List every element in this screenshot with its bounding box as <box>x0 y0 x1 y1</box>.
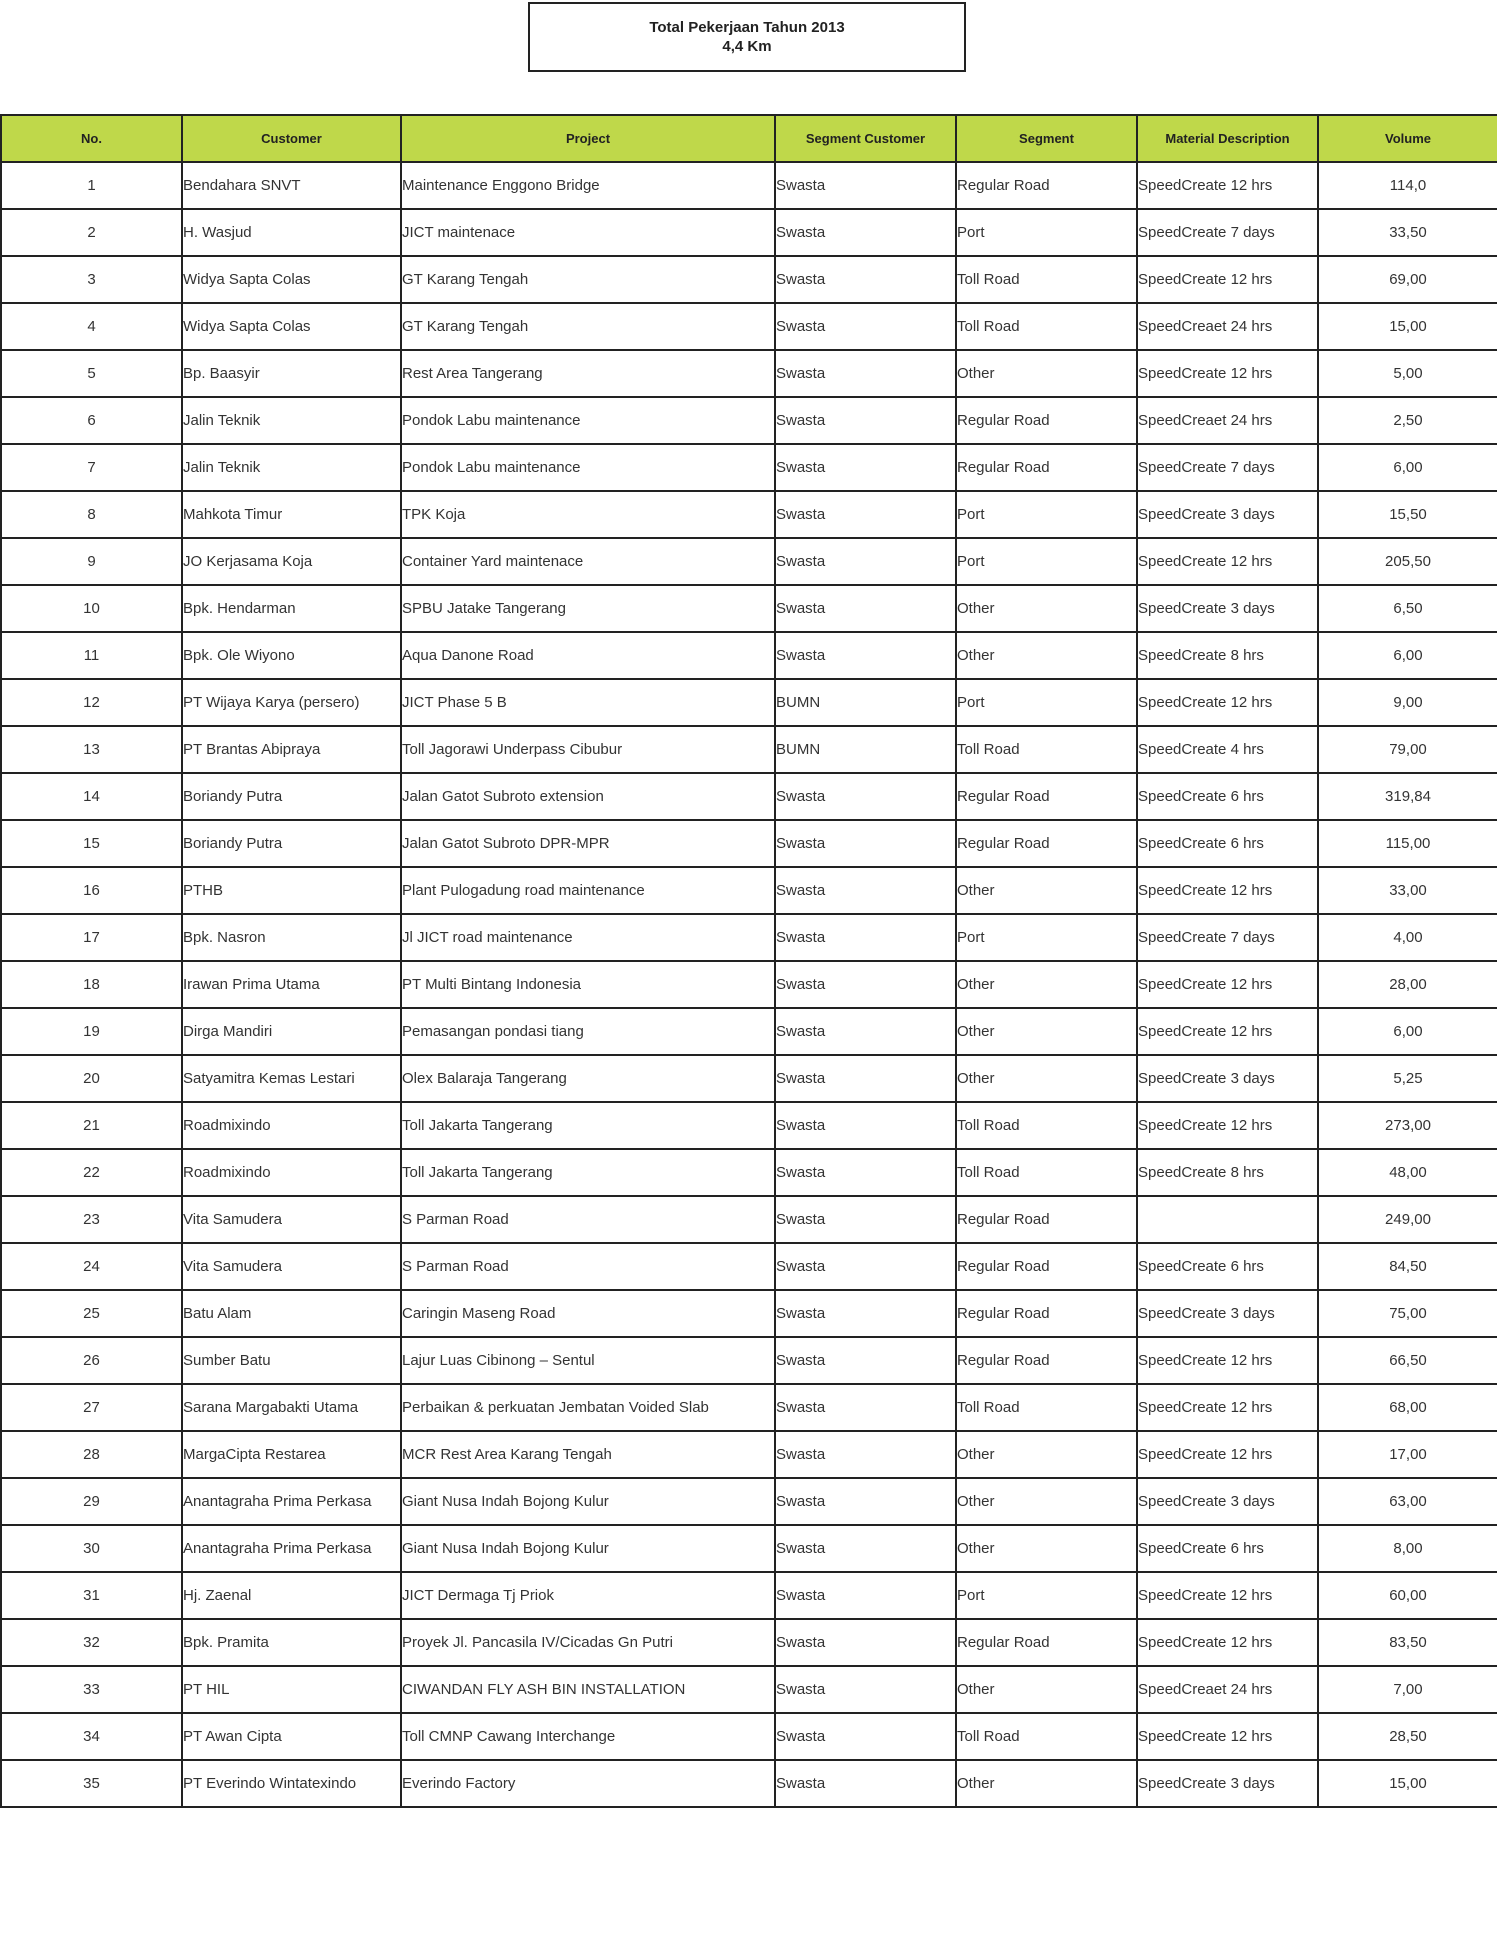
cell-project: Proyek Jl. Pancasila IV/Cicadas Gn Putri <box>401 1619 775 1666</box>
cell-no: 31 <box>1 1572 182 1619</box>
table-body <box>1 162 1497 1807</box>
table-row <box>1 1149 1497 1196</box>
cell-segment-customer: Swasta <box>775 1196 956 1243</box>
cell-segment: Toll Road <box>956 256 1137 303</box>
cell-material-description: SpeedCreate 12 hrs <box>1137 1619 1318 1666</box>
cell-project: Jalan Gatot Subroto DPR-MPR <box>401 820 775 867</box>
cell-customer: PT Wijaya Karya (persero) <box>182 679 401 726</box>
table-row <box>1 350 1497 397</box>
cell-customer: Roadmixindo <box>182 1102 401 1149</box>
cell-no: 35 <box>1 1760 182 1807</box>
cell-material-description: SpeedCreate 4 hrs <box>1137 726 1318 773</box>
cell-segment: Other <box>956 350 1137 397</box>
cell-customer: Vita Samudera <box>182 1196 401 1243</box>
cell-segment-customer: Swasta <box>775 397 956 444</box>
cell-material-description: SpeedCreate 12 hrs <box>1137 1713 1318 1760</box>
cell-segment: Regular Road <box>956 1619 1137 1666</box>
cell-no: 4 <box>1 303 182 350</box>
cell-segment: Toll Road <box>956 1384 1137 1431</box>
cell-material-description: SpeedCreate 12 hrs <box>1137 350 1318 397</box>
cell-segment: Other <box>956 961 1137 1008</box>
cell-material-description: SpeedCreate 8 hrs <box>1137 632 1318 679</box>
cell-customer: Anantagraha Prima Perkasa <box>182 1478 401 1525</box>
cell-material-description: SpeedCreate 12 hrs <box>1137 1337 1318 1384</box>
table-row <box>1 632 1497 679</box>
cell-segment: Regular Road <box>956 820 1137 867</box>
cell-segment-customer: Swasta <box>775 1008 956 1055</box>
cell-customer: Anantagraha Prima Perkasa <box>182 1525 401 1572</box>
table-row <box>1 491 1497 538</box>
cell-volume: 249,00 <box>1318 1196 1497 1243</box>
cell-project: Toll Jakarta Tangerang <box>401 1149 775 1196</box>
cell-material-description: SpeedCreate 12 hrs <box>1137 867 1318 914</box>
cell-segment-customer: Swasta <box>775 1102 956 1149</box>
cell-segment-customer: Swasta <box>775 350 956 397</box>
cell-segment-customer: Swasta <box>775 1149 956 1196</box>
cell-project: Olex Balaraja Tangerang <box>401 1055 775 1102</box>
column-header-no: No. <box>1 115 182 162</box>
cell-material-description: SpeedCreate 12 hrs <box>1137 1431 1318 1478</box>
cell-segment-customer: Swasta <box>775 491 956 538</box>
cell-customer: Hj. Zaenal <box>182 1572 401 1619</box>
table-row <box>1 303 1497 350</box>
cell-volume: 15,00 <box>1318 1760 1497 1807</box>
cell-no: 8 <box>1 491 182 538</box>
cell-customer: Widya Sapta Colas <box>182 303 401 350</box>
cell-segment: Toll Road <box>956 1149 1137 1196</box>
cell-customer: Sumber Batu <box>182 1337 401 1384</box>
cell-customer: PT Brantas Abipraya <box>182 726 401 773</box>
cell-no: 3 <box>1 256 182 303</box>
cell-segment-customer: Swasta <box>775 1713 956 1760</box>
cell-no: 33 <box>1 1666 182 1713</box>
cell-segment-customer: BUMN <box>775 679 956 726</box>
table-row <box>1 820 1497 867</box>
cell-volume: 28,00 <box>1318 961 1497 1008</box>
cell-project: Lajur Luas Cibinong – Sentul <box>401 1337 775 1384</box>
cell-no: 16 <box>1 867 182 914</box>
cell-segment-customer: Swasta <box>775 538 956 585</box>
cell-material-description: SpeedCreate 7 days <box>1137 209 1318 256</box>
table-row <box>1 1102 1497 1149</box>
table-row <box>1 1008 1497 1055</box>
cell-project: Rest Area Tangerang <box>401 350 775 397</box>
table-row <box>1 726 1497 773</box>
cell-segment-customer: Swasta <box>775 1290 956 1337</box>
table-row <box>1 914 1497 961</box>
cell-volume: 6,00 <box>1318 632 1497 679</box>
cell-material-description: SpeedCreate 3 days <box>1137 1055 1318 1102</box>
table-header-row <box>1 115 1497 162</box>
cell-project: Maintenance Enggono Bridge <box>401 162 775 209</box>
cell-segment-customer: Swasta <box>775 1337 956 1384</box>
cell-segment-customer: Swasta <box>775 1055 956 1102</box>
cell-segment-customer: BUMN <box>775 726 956 773</box>
cell-volume: 28,50 <box>1318 1713 1497 1760</box>
cell-segment-customer: Swasta <box>775 1760 956 1807</box>
cell-volume: 33,00 <box>1318 867 1497 914</box>
cell-no: 9 <box>1 538 182 585</box>
cell-volume: 15,50 <box>1318 491 1497 538</box>
cell-no: 12 <box>1 679 182 726</box>
cell-material-description: SpeedCreaet 24 hrs <box>1137 303 1318 350</box>
cell-segment: Other <box>956 1666 1137 1713</box>
cell-no: 13 <box>1 726 182 773</box>
cell-material-description: SpeedCreate 6 hrs <box>1137 773 1318 820</box>
cell-customer: H. Wasjud <box>182 209 401 256</box>
cell-project: JICT Dermaga Tj Priok <box>401 1572 775 1619</box>
cell-material-description <box>1137 1196 1318 1243</box>
cell-segment-customer: Swasta <box>775 162 956 209</box>
cell-project: Giant Nusa Indah Bojong Kulur <box>401 1525 775 1572</box>
cell-customer: Bpk. Ole Wiyono <box>182 632 401 679</box>
cell-project: CIWANDAN FLY ASH BIN INSTALLATION <box>401 1666 775 1713</box>
cell-customer: Bendahara SNVT <box>182 162 401 209</box>
cell-customer: Mahkota Timur <box>182 491 401 538</box>
cell-material-description: SpeedCreate 12 hrs <box>1137 1102 1318 1149</box>
cell-no: 25 <box>1 1290 182 1337</box>
cell-volume: 6,50 <box>1318 585 1497 632</box>
cell-customer: PT Everindo Wintatexindo <box>182 1760 401 1807</box>
cell-material-description: SpeedCreate 6 hrs <box>1137 820 1318 867</box>
cell-customer: Irawan Prima Utama <box>182 961 401 1008</box>
cell-volume: 60,00 <box>1318 1572 1497 1619</box>
cell-project: Container Yard maintenace <box>401 538 775 585</box>
cell-material-description: SpeedCreate 8 hrs <box>1137 1149 1318 1196</box>
cell-customer: Satyamitra Kemas Lestari <box>182 1055 401 1102</box>
cell-customer: PT Awan Cipta <box>182 1713 401 1760</box>
cell-segment-customer: Swasta <box>775 444 956 491</box>
cell-no: 18 <box>1 961 182 1008</box>
cell-segment: Other <box>956 632 1137 679</box>
cell-no: 26 <box>1 1337 182 1384</box>
title-box <box>528 2 966 72</box>
table-row <box>1 1572 1497 1619</box>
cell-customer: Sarana Margabakti Utama <box>182 1384 401 1431</box>
cell-segment-customer: Swasta <box>775 303 956 350</box>
cell-project: GT Karang Tengah <box>401 303 775 350</box>
cell-project: Giant Nusa Indah Bojong Kulur <box>401 1478 775 1525</box>
cell-material-description: SpeedCreate 12 hrs <box>1137 538 1318 585</box>
cell-segment: Port <box>956 209 1137 256</box>
cell-no: 20 <box>1 1055 182 1102</box>
table-row <box>1 1619 1497 1666</box>
table-row <box>1 209 1497 256</box>
cell-segment-customer: Swasta <box>775 914 956 961</box>
cell-customer: Jalin Teknik <box>182 397 401 444</box>
cell-volume: 83,50 <box>1318 1619 1497 1666</box>
cell-no: 15 <box>1 820 182 867</box>
cell-material-description: SpeedCreate 7 days <box>1137 444 1318 491</box>
cell-material-description: SpeedCreate 12 hrs <box>1137 679 1318 726</box>
cell-segment: Other <box>956 867 1137 914</box>
cell-material-description: SpeedCreaet 24 hrs <box>1137 1666 1318 1713</box>
table-row <box>1 1760 1497 1807</box>
cell-no: 27 <box>1 1384 182 1431</box>
cell-segment: Other <box>956 585 1137 632</box>
cell-segment: Other <box>956 1525 1137 1572</box>
cell-project: Toll Jagorawi Underpass Cibubur <box>401 726 775 773</box>
cell-segment-customer: Swasta <box>775 1384 956 1431</box>
cell-project: Toll CMNP Cawang Interchange <box>401 1713 775 1760</box>
table-row <box>1 162 1497 209</box>
cell-volume: 17,00 <box>1318 1431 1497 1478</box>
column-header-customer: Customer <box>182 115 401 162</box>
cell-no: 30 <box>1 1525 182 1572</box>
cell-material-description: SpeedCreate 6 hrs <box>1137 1243 1318 1290</box>
table-row <box>1 1431 1497 1478</box>
table-row <box>1 1243 1497 1290</box>
cell-volume: 6,00 <box>1318 1008 1497 1055</box>
cell-project: PT Multi Bintang Indonesia <box>401 961 775 1008</box>
cell-segment-customer: Swasta <box>775 632 956 679</box>
cell-segment-customer: Swasta <box>775 961 956 1008</box>
table-row <box>1 1337 1497 1384</box>
cell-volume: 75,00 <box>1318 1290 1497 1337</box>
cell-project: TPK Koja <box>401 491 775 538</box>
column-header-project: Project <box>401 115 775 162</box>
cell-segment: Regular Road <box>956 1243 1137 1290</box>
cell-segment: Other <box>956 1008 1137 1055</box>
cell-no: 7 <box>1 444 182 491</box>
cell-material-description: SpeedCreate 12 hrs <box>1137 961 1318 1008</box>
cell-volume: 33,50 <box>1318 209 1497 256</box>
cell-volume: 273,00 <box>1318 1102 1497 1149</box>
cell-volume: 319,84 <box>1318 773 1497 820</box>
cell-segment: Toll Road <box>956 1102 1137 1149</box>
table-row <box>1 1713 1497 1760</box>
cell-segment: Regular Road <box>956 1196 1137 1243</box>
cell-no: 32 <box>1 1619 182 1666</box>
cell-segment: Other <box>956 1478 1137 1525</box>
cell-customer: Bpk. Nasron <box>182 914 401 961</box>
cell-project: Pemasangan pondasi tiang <box>401 1008 775 1055</box>
cell-segment: Regular Road <box>956 162 1137 209</box>
cell-volume: 63,00 <box>1318 1478 1497 1525</box>
column-header-segment: Segment <box>956 115 1137 162</box>
cell-customer: Vita Samudera <box>182 1243 401 1290</box>
cell-volume: 5,00 <box>1318 350 1497 397</box>
cell-no: 29 <box>1 1478 182 1525</box>
cell-volume: 48,00 <box>1318 1149 1497 1196</box>
cell-customer: Bpk. Hendarman <box>182 585 401 632</box>
table-row <box>1 1478 1497 1525</box>
cell-segment: Regular Road <box>956 1337 1137 1384</box>
cell-volume: 4,00 <box>1318 914 1497 961</box>
column-header-segment-customer: Segment Customer <box>775 115 956 162</box>
cell-no: 2 <box>1 209 182 256</box>
cell-material-description: SpeedCreate 3 days <box>1137 1290 1318 1337</box>
cell-volume: 5,25 <box>1318 1055 1497 1102</box>
cell-material-description: SpeedCreate 12 hrs <box>1137 1572 1318 1619</box>
cell-customer: Jalin Teknik <box>182 444 401 491</box>
cell-project: Aqua Danone Road <box>401 632 775 679</box>
table-row <box>1 961 1497 1008</box>
cell-project: JICT maintenace <box>401 209 775 256</box>
cell-volume: 6,00 <box>1318 444 1497 491</box>
cell-volume: 79,00 <box>1318 726 1497 773</box>
cell-volume: 84,50 <box>1318 1243 1497 1290</box>
table-row <box>1 867 1497 914</box>
cell-project: Jl JICT road maintenance <box>401 914 775 961</box>
cell-project: Pondok Labu maintenance <box>401 444 775 491</box>
page-subtitle: 4,4 Km <box>722 38 772 55</box>
cell-material-description: SpeedCreate 3 days <box>1137 1760 1318 1807</box>
cell-project: Jalan Gatot Subroto extension <box>401 773 775 820</box>
cell-volume: 66,50 <box>1318 1337 1497 1384</box>
cell-no: 1 <box>1 162 182 209</box>
cell-material-description: SpeedCreaet 24 hrs <box>1137 397 1318 444</box>
cell-volume: 9,00 <box>1318 679 1497 726</box>
cell-segment: Regular Road <box>956 444 1137 491</box>
table-row <box>1 585 1497 632</box>
cell-project: Perbaikan & perkuatan Jembatan Voided Slab <box>401 1384 775 1431</box>
cell-segment: Port <box>956 491 1137 538</box>
table-row <box>1 397 1497 444</box>
cell-project: JICT Phase 5 B <box>401 679 775 726</box>
cell-project: Toll Jakarta Tangerang <box>401 1102 775 1149</box>
table-row <box>1 1666 1497 1713</box>
cell-customer: PTHB <box>182 867 401 914</box>
cell-volume: 15,00 <box>1318 303 1497 350</box>
table-row <box>1 1290 1497 1337</box>
cell-customer: Roadmixindo <box>182 1149 401 1196</box>
page-title: Total Pekerjaan Tahun 2013 <box>649 19 845 36</box>
table-row <box>1 679 1497 726</box>
cell-volume: 114,0 <box>1318 162 1497 209</box>
cell-no: 10 <box>1 585 182 632</box>
cell-no: 34 <box>1 1713 182 1760</box>
cell-customer: Boriandy Putra <box>182 820 401 867</box>
cell-volume: 115,00 <box>1318 820 1497 867</box>
cell-no: 22 <box>1 1149 182 1196</box>
table-row <box>1 1196 1497 1243</box>
cell-segment: Regular Road <box>956 397 1137 444</box>
cell-customer: Dirga Mandiri <box>182 1008 401 1055</box>
cell-no: 14 <box>1 773 182 820</box>
cell-material-description: SpeedCreate 3 days <box>1137 1478 1318 1525</box>
cell-project: Plant Pulogadung road maintenance <box>401 867 775 914</box>
cell-no: 6 <box>1 397 182 444</box>
cell-project: S Parman Road <box>401 1243 775 1290</box>
table-row <box>1 1525 1497 1572</box>
cell-no: 11 <box>1 632 182 679</box>
cell-volume: 2,50 <box>1318 397 1497 444</box>
cell-segment: Other <box>956 1760 1137 1807</box>
cell-segment: Toll Road <box>956 303 1137 350</box>
cell-segment-customer: Swasta <box>775 209 956 256</box>
cell-project: Pondok Labu maintenance <box>401 397 775 444</box>
cell-customer: Boriandy Putra <box>182 773 401 820</box>
cell-segment-customer: Swasta <box>775 1478 956 1525</box>
cell-segment: Regular Road <box>956 1290 1137 1337</box>
cell-segment: Port <box>956 538 1137 585</box>
column-header-material-description: Material Description <box>1137 115 1318 162</box>
table-row <box>1 444 1497 491</box>
cell-segment: Other <box>956 1055 1137 1102</box>
cell-volume: 205,50 <box>1318 538 1497 585</box>
cell-segment-customer: Swasta <box>775 256 956 303</box>
cell-no: 23 <box>1 1196 182 1243</box>
cell-volume: 7,00 <box>1318 1666 1497 1713</box>
cell-project: S Parman Road <box>401 1196 775 1243</box>
cell-volume: 8,00 <box>1318 1525 1497 1572</box>
cell-no: 24 <box>1 1243 182 1290</box>
cell-project: GT Karang Tengah <box>401 256 775 303</box>
cell-project: MCR Rest Area Karang Tengah <box>401 1431 775 1478</box>
cell-material-description: SpeedCreate 3 days <box>1137 491 1318 538</box>
column-header-volume: Volume <box>1318 115 1497 162</box>
cell-material-description: SpeedCreate 12 hrs <box>1137 1008 1318 1055</box>
table-row <box>1 256 1497 303</box>
cell-segment-customer: Swasta <box>775 1431 956 1478</box>
table-row <box>1 538 1497 585</box>
cell-project: Everindo Factory <box>401 1760 775 1807</box>
cell-material-description: SpeedCreate 3 days <box>1137 585 1318 632</box>
cell-segment-customer: Swasta <box>775 867 956 914</box>
table-row <box>1 1055 1497 1102</box>
table-row <box>1 773 1497 820</box>
cell-customer: Bp. Baasyir <box>182 350 401 397</box>
cell-material-description: SpeedCreate 12 hrs <box>1137 256 1318 303</box>
cell-material-description: SpeedCreate 12 hrs <box>1137 162 1318 209</box>
cell-segment: Toll Road <box>956 726 1137 773</box>
cell-segment-customer: Swasta <box>775 1666 956 1713</box>
cell-segment-customer: Swasta <box>775 585 956 632</box>
cell-segment: Port <box>956 1572 1137 1619</box>
cell-segment: Port <box>956 914 1137 961</box>
projects-table <box>0 114 1497 1808</box>
table-row <box>1 1384 1497 1431</box>
cell-segment-customer: Swasta <box>775 773 956 820</box>
cell-material-description: SpeedCreate 12 hrs <box>1137 1384 1318 1431</box>
cell-volume: 68,00 <box>1318 1384 1497 1431</box>
cell-no: 17 <box>1 914 182 961</box>
cell-segment: Other <box>956 1431 1137 1478</box>
cell-segment-customer: Swasta <box>775 820 956 867</box>
cell-customer: MargaCipta Restarea <box>182 1431 401 1478</box>
cell-project: Caringin Maseng Road <box>401 1290 775 1337</box>
cell-customer: Batu Alam <box>182 1290 401 1337</box>
cell-customer: JO Kerjasama Koja <box>182 538 401 585</box>
cell-segment-customer: Swasta <box>775 1572 956 1619</box>
cell-segment: Toll Road <box>956 1713 1137 1760</box>
cell-segment: Port <box>956 679 1137 726</box>
cell-customer: Bpk. Pramita <box>182 1619 401 1666</box>
cell-no: 21 <box>1 1102 182 1149</box>
cell-volume: 69,00 <box>1318 256 1497 303</box>
cell-segment-customer: Swasta <box>775 1243 956 1290</box>
cell-segment-customer: Swasta <box>775 1525 956 1572</box>
cell-no: 28 <box>1 1431 182 1478</box>
cell-no: 19 <box>1 1008 182 1055</box>
cell-segment-customer: Swasta <box>775 1619 956 1666</box>
cell-material-description: SpeedCreate 6 hrs <box>1137 1525 1318 1572</box>
cell-customer: Widya Sapta Colas <box>182 256 401 303</box>
cell-material-description: SpeedCreate 7 days <box>1137 914 1318 961</box>
cell-no: 5 <box>1 350 182 397</box>
cell-project: SPBU Jatake Tangerang <box>401 585 775 632</box>
cell-segment: Regular Road <box>956 773 1137 820</box>
cell-customer: PT HIL <box>182 1666 401 1713</box>
